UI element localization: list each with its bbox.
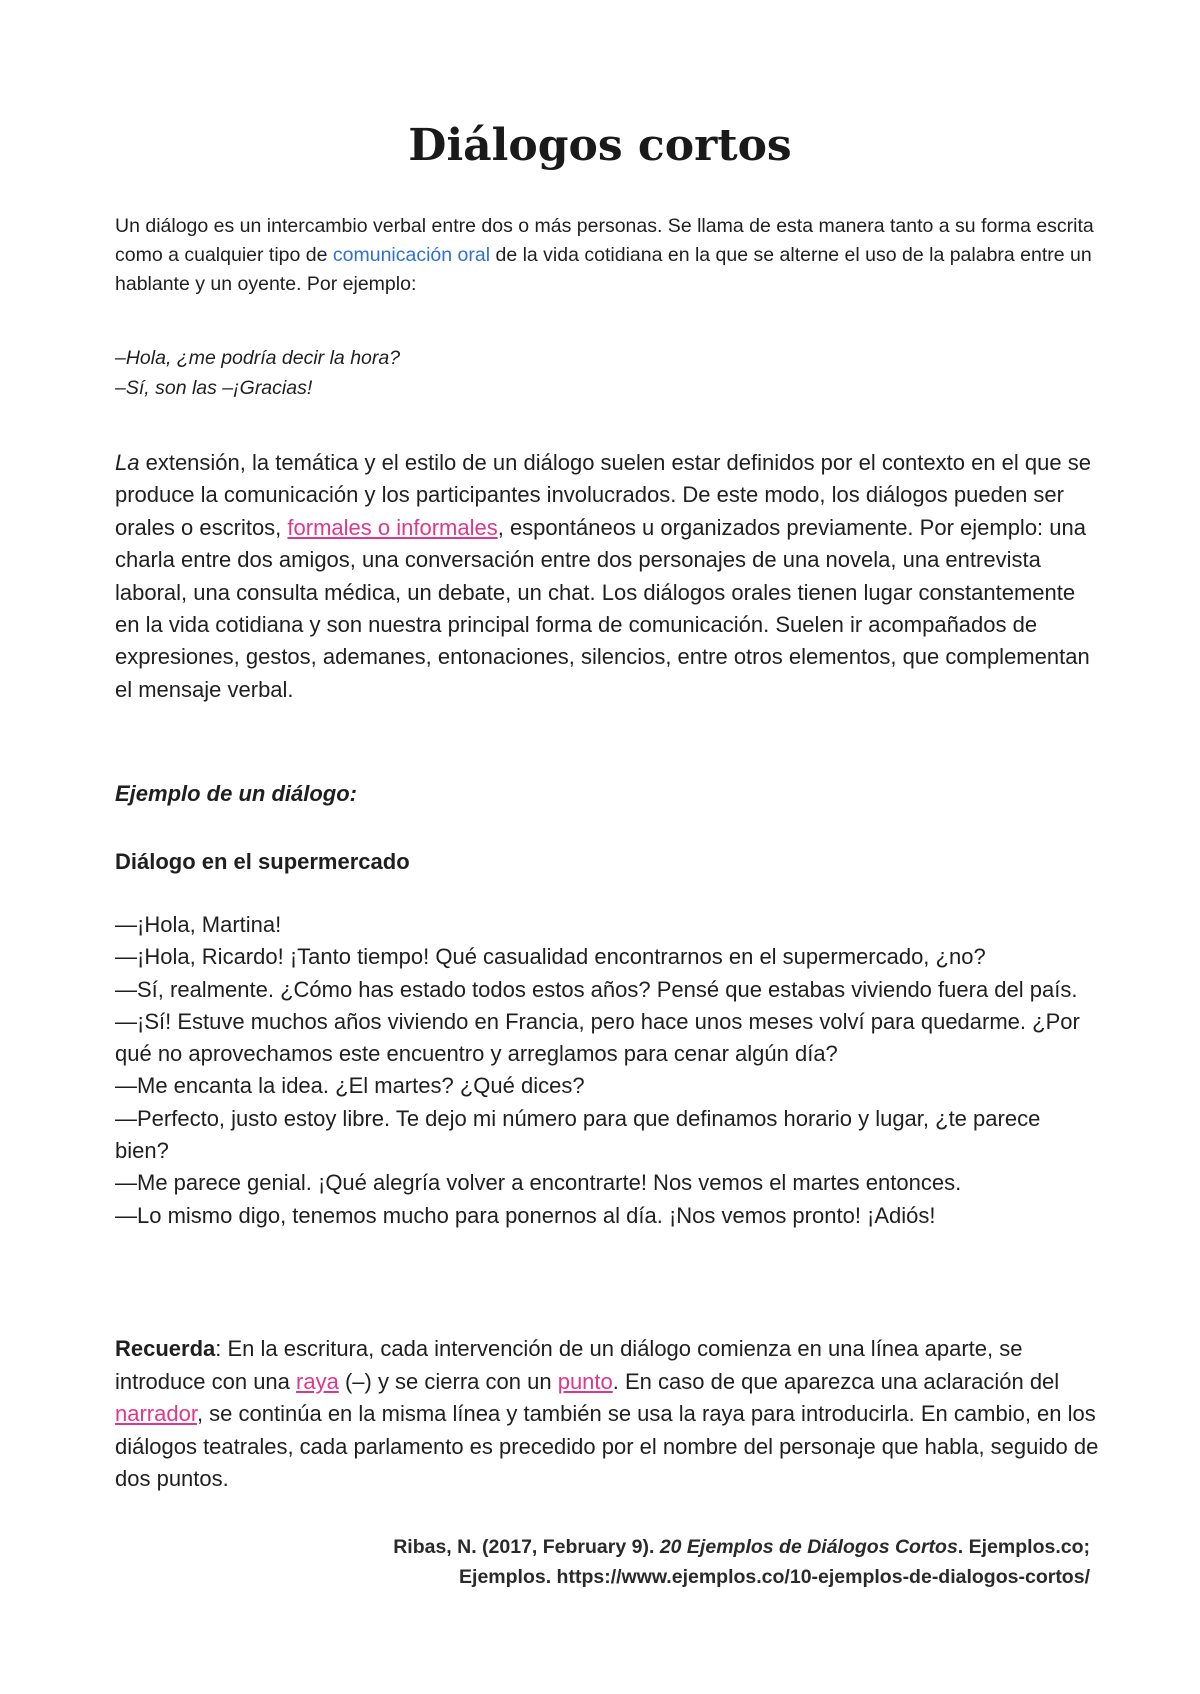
recuerda-label: Recuerda <box>115 1336 216 1361</box>
reference-line-1 <box>190 1532 1090 1562</box>
dialog-line: —Sí, realmente. ¿Cómo has estado todos estos años? Pensé que estabas viviendo fuera del país. <box>115 976 1078 1002</box>
intro-text-end: de la vida cotidiana en la que se alterne el uso de la palabra entre un hablante y un oyente. Por ejemplo: <box>115 244 1092 295</box>
dialog-line: —¡Hola, Martina! <box>115 912 282 937</box>
punto-link[interactable]: punto <box>557 1368 613 1394</box>
dialog-line: —Me encanta la idea. ¿El martes? ¿Qué dices? <box>115 1073 585 1099</box>
body-text-end: , espontáneos u organizados previamente. Por ejemplo: una charla entre dos amigos, una conversación entre dos personajes de una novela, una entrevista laboral, una consulta médica, un debate, un chat. Los diálogos orales tienen lugar constantemente en la vida cotidiana y son nuestra principal forma de comunicación. Suelen ir acompañados de expresiones, gestos, ademanes, entonaciones, silencios, entre otros elementos, que complementan el mensaje verbal. <box>115 514 1090 702</box>
recuerda-text: . En caso de que aparezca una aclaración del <box>612 1368 1060 1394</box>
body-italic-start: La <box>115 450 140 475</box>
dialog-line: —¡Hola, Ricardo! ¡Tanto tiempo! Qué casualidad encontrarnos en el supermercado, ¿no? <box>115 944 986 970</box>
reference-publisher: . Ejemplos.co; <box>957 1536 1090 1558</box>
reference-citation <box>190 1532 1090 1592</box>
reference-work-title: 20 Ejemplos de Diálogos Cortos <box>659 1536 958 1558</box>
formales-informales-link[interactable]: formales o informales <box>287 514 498 540</box>
dialog-line: —¡Sí! Estuve muchos años viviendo en Francia, pero hace unos meses volví para quedarme. ¿Por qué no aprovechamos este encuentro y arreglamos para cenar algún día? <box>115 1008 1080 1067</box>
dialog-line: —Perfecto, justo estoy libre. Te dejo mi número para que definamos horario y lugar, ¿te parece bien? <box>115 1105 1041 1164</box>
page-title: Diálogos cortos <box>408 120 792 171</box>
reference-author: Ribas, N. (2017, February 9). <box>393 1536 660 1558</box>
dialog-line: —Lo mismo digo, tenemos mucho para ponernos al día. ¡Nos vemos pronto! ¡Adiós! <box>115 1202 936 1228</box>
raya-link[interactable]: raya <box>296 1368 339 1394</box>
short-dialog-line: –Sí, son las –¡Gracias! <box>115 377 313 399</box>
dialog-line: —Me parece genial. ¡Qué alegría volver a encontrarte! Nos vemos el martes entonces. <box>115 1170 962 1196</box>
recuerda-paragraph <box>115 1333 1100 1496</box>
body-paragraph <box>115 447 1100 706</box>
recuerda-text: : En la escritura, cada intervención de un diálogo comienza en una línea aparte, se introduce con una <box>115 1336 1023 1394</box>
reference-url[interactable]: Ejemplos. https://www.ejemplos.co/10-ejemplos-de-dialogos-cortos/ <box>459 1566 1090 1588</box>
intro-text-start: Un diálogo es un intercambio verbal entre dos o más personas. Se llama de esta manera tanto a su forma escrita como a cualquier tipo de <box>115 215 1094 266</box>
recuerda-text: , se continúa en la misma línea y también se usa la raya para introducirla. En cambio, en los diálogos teatrales, cada parlamento es precedido por el nombre del personaje que habla, seguido de dos puntos. <box>115 1401 1099 1491</box>
example-heading: Ejemplo de un diálogo: <box>115 781 357 806</box>
dialog-title: Diálogo en el supermercado <box>115 849 410 874</box>
recuerda-text: (–) y se cierra con un <box>338 1368 558 1394</box>
short-dialog-example <box>115 343 1095 403</box>
comunicacion-oral-link[interactable]: comunicación oral <box>332 244 491 266</box>
dialog-block <box>115 909 1100 1232</box>
intro-paragraph <box>115 212 1095 299</box>
body-text-start: extensión, la temática y el estilo de un diálogo suelen estar definidos por el contexto en el que se produce la comunicación y los participantes involucrados. De este modo, los diálogos pueden ser orales o escritos, <box>115 450 1091 540</box>
short-dialog-line: –Hola, ¿me podría decir la hora? <box>115 347 401 369</box>
narrador-link[interactable]: narrador <box>115 1401 197 1426</box>
